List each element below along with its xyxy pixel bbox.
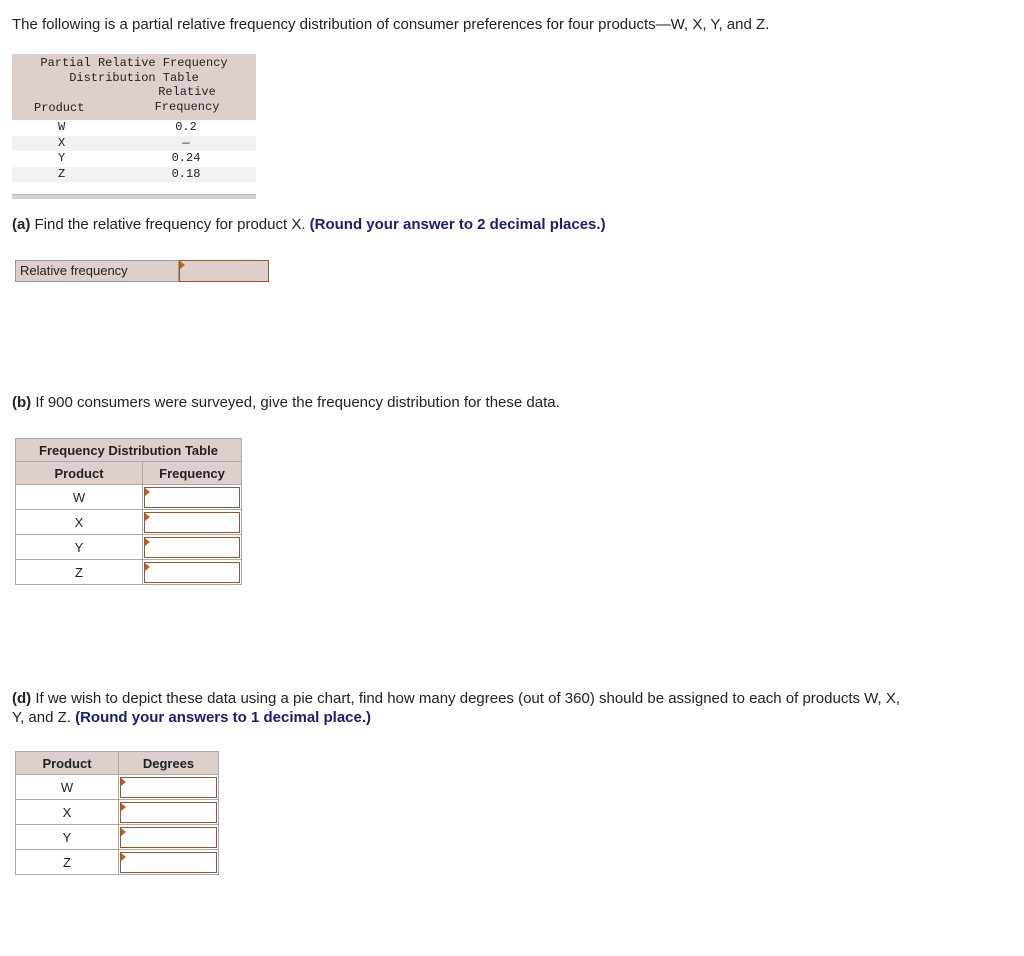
- relative-frequency-label: Relative frequency: [15, 260, 179, 282]
- question-d-text-1: If we wish to depict these data using a pie chart, find how many degrees (out of 360) should be assigned to each of products W, X,: [31, 690, 900, 707]
- question-b-text: If 900 consumers were surveyed, give the frequency distribution for these data.: [31, 394, 560, 411]
- question-a-label: (a): [12, 216, 31, 233]
- degrees-input-x[interactable]: [120, 802, 217, 823]
- table-row: [16, 485, 242, 510]
- question-d-note: (Round your answers to 1 decimal place.): [75, 709, 372, 726]
- header-relative: Relative: [158, 85, 216, 99]
- product-cell: Y: [16, 825, 119, 850]
- partial-table-title-1: Partial Relative Frequency: [40, 56, 228, 70]
- frequency-input-z[interactable]: [144, 562, 240, 583]
- product-cell: W: [16, 485, 143, 510]
- question-a: [12, 216, 606, 233]
- product-cell: X: [58, 135, 66, 150]
- product-cell: Y: [58, 151, 66, 165]
- table-row: [16, 510, 242, 535]
- table-row: [12, 167, 256, 183]
- table-row: [16, 775, 219, 800]
- product-cell: Z: [16, 560, 143, 585]
- partial-table-title-2: Distribution Table: [69, 71, 199, 85]
- header-relative-frequency: [152, 85, 222, 115]
- product-cell: W: [58, 120, 66, 134]
- header-product: Product: [34, 101, 85, 115]
- product-cell: X: [16, 800, 119, 825]
- relative-frequency-input[interactable]: [179, 260, 269, 282]
- value-cell: —: [182, 135, 190, 150]
- table-row: [16, 535, 242, 560]
- question-a-note: (Round your answer to 2 decimal places.): [309, 216, 606, 233]
- value-cell: 0.24: [171, 151, 201, 165]
- frequency-input-x[interactable]: [144, 512, 240, 533]
- table-row: [16, 800, 219, 825]
- table-row: [16, 825, 219, 850]
- question-b-label: (b): [12, 394, 32, 411]
- relative-frequency-row: [15, 260, 269, 282]
- frequency-table-title: Frequency Distribution Table: [16, 439, 242, 462]
- table-row: [16, 850, 219, 875]
- question-d: [12, 689, 1002, 727]
- question-d-label: (d): [12, 690, 32, 707]
- table-row: [12, 136, 256, 152]
- product-cell: Z: [58, 166, 66, 181]
- product-cell: X: [16, 510, 143, 535]
- table-row: [12, 120, 256, 136]
- question-a-text: Find the relative frequency for product X.: [30, 216, 310, 233]
- degrees-table: [15, 751, 219, 875]
- partial-table-header: [12, 54, 256, 120]
- col-product: Product: [16, 752, 119, 775]
- value-cell: 0.18: [171, 166, 201, 181]
- frequency-input-y[interactable]: [144, 537, 240, 558]
- product-cell: Z: [16, 850, 119, 875]
- col-product: Product: [16, 462, 143, 485]
- product-cell: Y: [16, 535, 143, 560]
- degrees-input-w[interactable]: [120, 777, 217, 798]
- value-cell: 0.2: [175, 120, 197, 134]
- frequency-input-w[interactable]: [144, 487, 240, 508]
- question-d-text-2: Y, and Z.: [12, 709, 76, 726]
- table-bottom-bar: [12, 194, 256, 199]
- col-degrees: Degrees: [119, 752, 219, 775]
- partial-frequency-table: [12, 54, 256, 199]
- col-frequency: Frequency: [143, 462, 242, 485]
- product-cell: W: [16, 775, 119, 800]
- table-row: [12, 151, 256, 167]
- intro-text: The following is a partial relative frequency distribution of consumer preferences for four products—W, X, Y, and Z.: [12, 16, 770, 33]
- question-b: [12, 394, 560, 411]
- frequency-distribution-table: [15, 438, 242, 585]
- degrees-input-z[interactable]: [120, 852, 217, 873]
- table-row: [16, 560, 242, 585]
- degrees-input-y[interactable]: [120, 827, 217, 848]
- header-frequency: Frequency: [154, 100, 220, 114]
